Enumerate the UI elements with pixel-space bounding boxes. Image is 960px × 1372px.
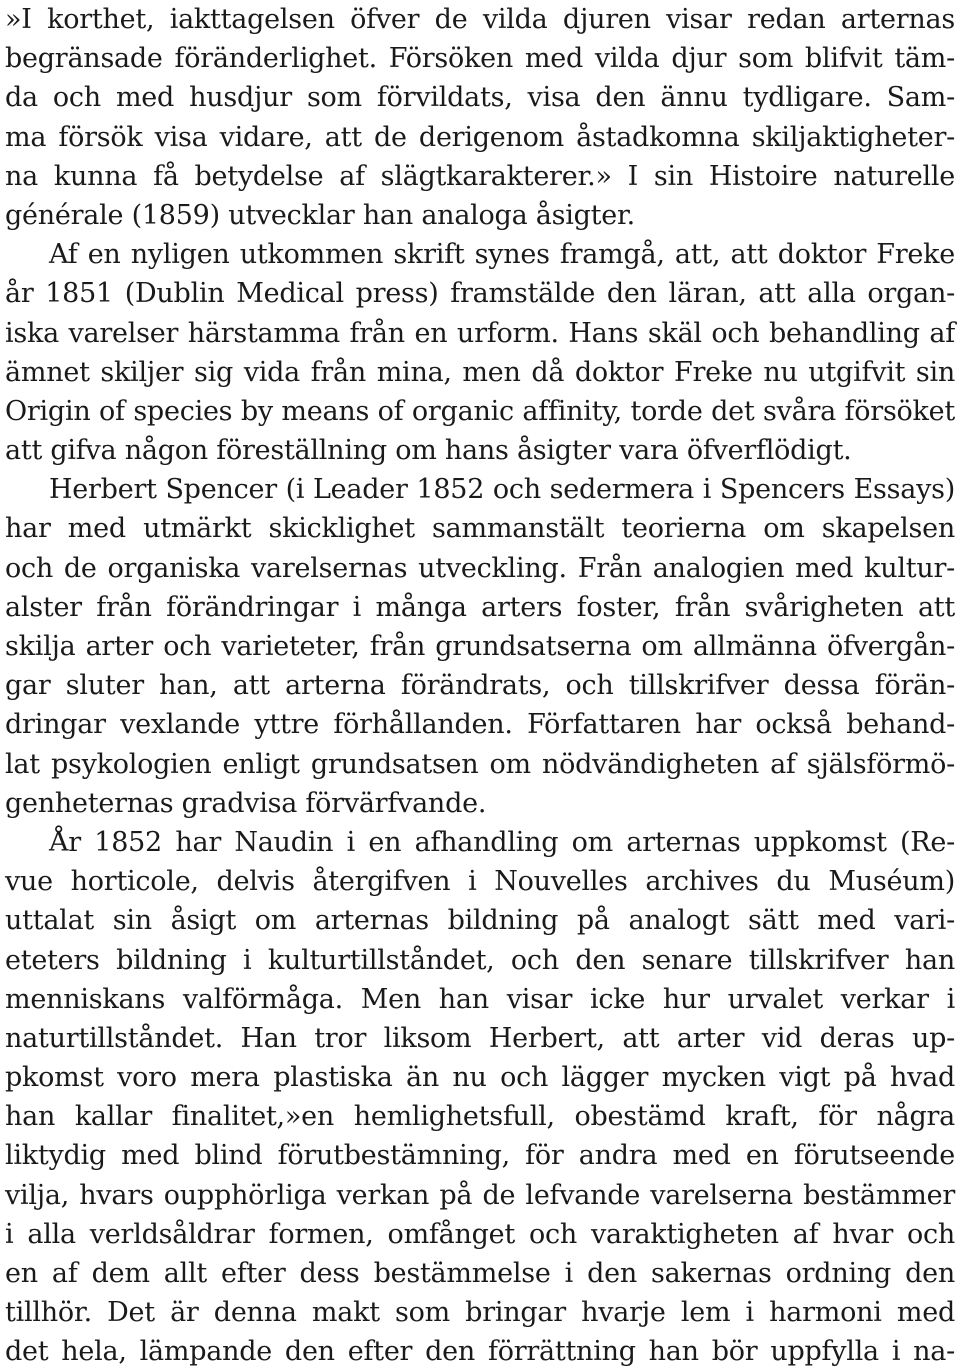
text-line: da och med husdjur som förvildats, visa den ännu tydligare. Sam- bbox=[5, 82, 955, 114]
text-line: han kallar finalitet,»en hemlighetsfull, obestämd kraft, för några bbox=[5, 1101, 955, 1133]
text-line: iska varelser härstamma från en urform. Hans skäl och behandling af bbox=[5, 317, 955, 349]
text-line: skilja arter och varieteter, från grundsatserna om allmänna öfvergån- bbox=[5, 631, 955, 662]
text-line: pkomst voro mera plastiska än nu och lägger mycken vigt på hvad bbox=[5, 1062, 955, 1094]
text-line: År 1852 har Naudin i en afhandling om arternas uppkomst (Re- bbox=[49, 826, 955, 858]
text-line: Origin of species by means of organic affinity, torde det svåra försöket bbox=[5, 395, 955, 427]
paragraph-1 bbox=[5, 0, 955, 235]
text-line: uttalat sin åsigt om arternas bildning på analogt sätt med vari- bbox=[5, 905, 955, 937]
text-line: har med utmärkt skicklighet sammanstält teorierna om skapelsen bbox=[5, 513, 955, 545]
text-line: générale (1859) utvecklar han analoga åsigter. bbox=[5, 199, 635, 231]
text-line: begränsade föränderlighet. Försöken med vilda djur som blifvit täm- bbox=[5, 43, 955, 75]
text-line: naturtillståndet. Han tror liksom Herbert, att arter vid deras up- bbox=[5, 1022, 955, 1054]
text-line: tillhör. Det är denna makt som bringar hvarje lem i harmoni med bbox=[5, 1297, 955, 1329]
text-line: ämnet skiljer sig vida från mina, men då doktor Freke nu utgifvit sin bbox=[5, 356, 955, 388]
text-line: na kunna få betydelse af slägtkarakterer.» I sin Histoire naturelle bbox=[5, 160, 955, 192]
paragraph-2 bbox=[5, 235, 955, 470]
text-line: i alla verldsåldrar formen, omfånget och varaktigheten af hvar och bbox=[5, 1218, 955, 1250]
text-line: menniskans valförmåga. Men han visar icke hur urvalet verkar i bbox=[5, 983, 955, 1015]
text-line: vue horticole, delvis återgifven i Nouvelles archives du Muséum) bbox=[5, 866, 955, 898]
paragraph-4 bbox=[5, 823, 955, 1372]
text-line: och de organiska varelsernas utveckling. Från analogien med kultur- bbox=[5, 552, 955, 584]
text-line: liktydig med blind förutbestämning, för andra med en förutseende bbox=[5, 1140, 955, 1172]
text-line: Af en nyligen utkommen skrift synes framgå, att, att doktor Freke bbox=[49, 239, 955, 271]
text-line: Herbert Spencer (i Leader 1852 och sedermera i Spencers Essays) bbox=[49, 474, 955, 506]
text-line: det hela, lämpande den efter den förrättning han bör uppfylla i na- bbox=[5, 1336, 955, 1368]
text-line: genheternas gradvisa förvärfvande. bbox=[5, 787, 487, 819]
text-line: gar sluter han, att arterna förändrats, och tillskrifver dessa förän- bbox=[5, 670, 955, 702]
text-line: vilja, hvars oupphörliga verkan på de lefvande varelserna bestämmer bbox=[5, 1179, 955, 1211]
text-line: år 1851 (Dublin Medical press) framstälde den läran, att alla organ- bbox=[5, 278, 955, 310]
text-line: eteters bildning i kulturtillståndet, och den senare tillskrifver han bbox=[5, 944, 955, 976]
text-line: att gifva någon föreställning om hans åsigter vara öfverflödigt. bbox=[5, 435, 852, 467]
text-line: ma försök visa vidare, att de derigenom åstadkomna skiljaktigheter- bbox=[5, 121, 955, 153]
paragraph-3 bbox=[5, 470, 955, 823]
text-line: alster från förändringar i många arters foster, från svårigheten att bbox=[5, 591, 955, 623]
text-line: lat psykologien enligt grundsatsen om nödvändigheten af själsförmö- bbox=[5, 748, 955, 780]
text-line: dringar vexlande yttre förhållanden. Författaren har också behand- bbox=[5, 709, 955, 741]
text-line: en af dem allt efter dess bestämmelse i den sakernas ordning den bbox=[5, 1258, 955, 1289]
text-line: »I korthet, iakttagelsen öfver de vilda djuren visar redan arternas bbox=[5, 4, 955, 35]
